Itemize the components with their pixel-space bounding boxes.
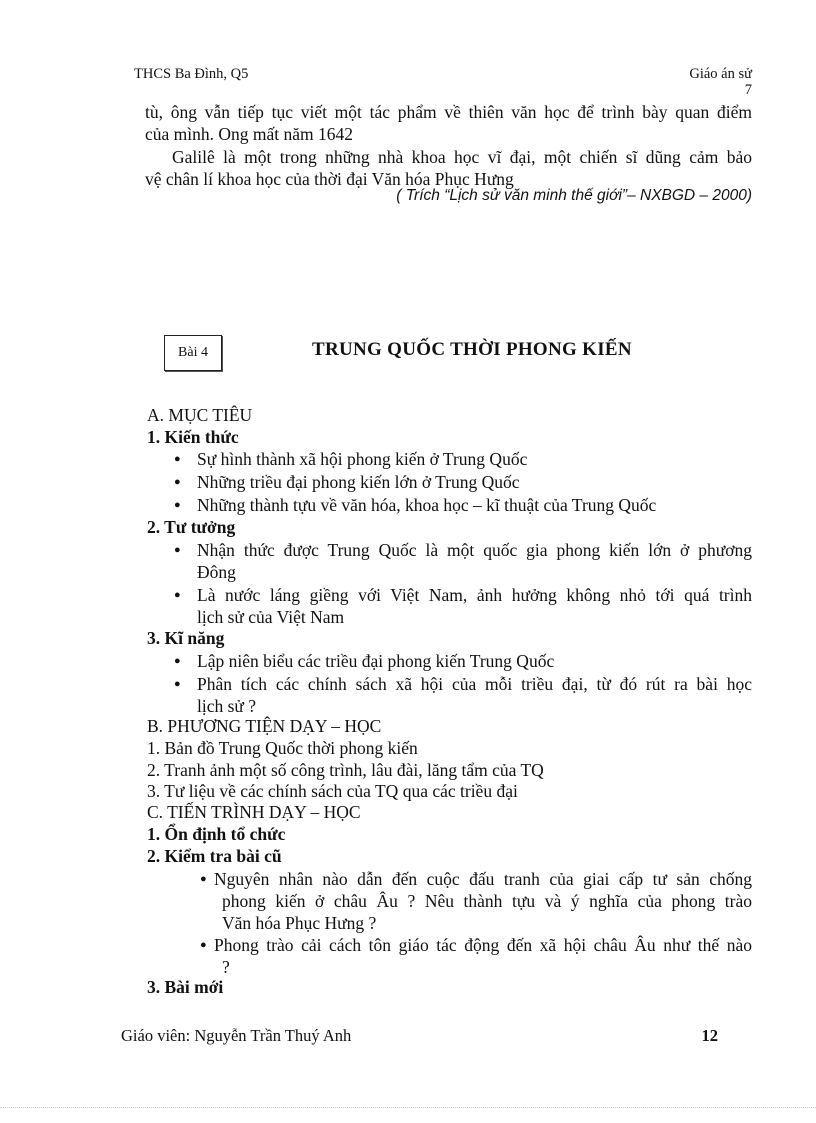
list-item: Phong trào cải cách tôn giáo tác động đến xã hội châu Âu như thế nào — [214, 935, 752, 955]
step-heading: 1. Ổn định tổ chức — [147, 824, 286, 844]
list-item: 1. Bản đồ Trung Quốc thời phong kiến — [147, 738, 418, 758]
bullet-icon: ● — [174, 544, 181, 556]
lesson-label-box — [164, 335, 222, 371]
list-item: Nhận thức được Trung Quốc là một quốc gia phong kiến lớn ở phương — [197, 540, 752, 560]
skill-heading: 3. Kĩ năng — [147, 628, 225, 648]
page-number: 12 — [701, 1026, 718, 1045]
lesson-label: Bài 4 — [178, 345, 208, 360]
bullet-icon: ● — [174, 476, 181, 488]
section-a-heading: A. MỤC TIÊU — [147, 405, 253, 425]
section-c-heading: C. TIẾN TRÌNH DẠY – HỌC — [147, 802, 361, 822]
list-item: Nguyên nhân nào dẫn đến cuộc đấu tranh của giai cấp tư sản chống — [214, 869, 752, 889]
bullet-icon: ● — [174, 678, 181, 690]
page-edge-divider — [0, 1107, 816, 1108]
list-item-continued: Văn hóa Phục Hưng ? — [222, 913, 377, 933]
list-item: Những thành tựu về văn hóa, khoa học – kĩ thuật của Trung Quốc — [197, 495, 657, 515]
list-item: Phân tích các chính sách xã hội của mỗi triều đại, từ đó rút ra bài học — [197, 674, 752, 694]
list-item-continued: lịch sử ? — [197, 696, 257, 716]
bullet-icon: ● — [174, 655, 181, 667]
footer-teacher: Giáo viên: Nguyễn Trần Thuý Anh — [121, 1026, 352, 1045]
bullet-icon: ● — [174, 499, 181, 511]
bullet-icon: ● — [174, 589, 181, 601]
list-item: 2. Tranh ảnh một số công trình, lâu đài, lăng tẩm của TQ — [147, 760, 544, 780]
list-item-continued: Đông — [197, 562, 236, 582]
list-item-continued: lịch sử của Việt Nam — [197, 607, 345, 627]
thought-heading: 2. Tư tưởng — [147, 517, 236, 537]
step-heading: 2. Kiểm tra bài cũ — [147, 846, 282, 866]
knowledge-heading: 1. Kiến thức — [147, 427, 239, 447]
header-subject: Giáo án sử — [689, 66, 752, 82]
intro-line: tù, ông vẫn tiếp tục viết một tác phẩm về thiên văn học để trình bày quan điểm — [145, 102, 752, 122]
list-item: 3. Tư liệu về các chính sách của TQ qua các triều đại — [147, 781, 518, 801]
step-heading: 3. Bài mới — [147, 977, 224, 997]
bullet-icon: ● — [200, 939, 207, 951]
header-school: THCS Ba Đình, Q5 — [134, 66, 249, 82]
list-item: Những triều đại phong kiến lớn ở Trung Quốc — [197, 472, 520, 492]
list-item: Lập niên biểu các triều đại phong kiến Trung Quốc — [197, 651, 555, 671]
list-item-continued: phong kiến ở châu Âu ? Nêu thành tựu và ý nghĩa của phong trào — [222, 891, 752, 911]
intro-line: của mình. Ong mất năm 1642 — [145, 124, 354, 144]
header-grade: 7 — [744, 82, 752, 98]
intro-line: vệ chân lí khoa học của thời đại Văn hóa Phục Hưng — [145, 169, 514, 189]
list-item: Là nước láng giềng với Việt Nam, ảnh hưởng không nhỏ tới quá trình — [197, 585, 752, 605]
lesson-title: TRUNG QUỐC THỜI PHONG KIẾN — [312, 339, 632, 360]
list-item-continued: ? — [222, 957, 230, 977]
section-b-heading: B. PHƯƠNG TIỆN DẠY – HỌC — [147, 716, 382, 736]
intro-line: Galilê là một trong những nhà khoa học vĩ đại, một chiến sĩ dũng cảm bảo — [172, 147, 752, 167]
bullet-icon: ● — [200, 873, 207, 885]
citation: ( Trích “Lịch sử văn minh thế giới”– NXBGD – 2000) — [396, 187, 752, 204]
bullet-icon: ● — [174, 453, 181, 465]
list-item: Sự hình thành xã hội phong kiến ở Trung Quốc — [197, 449, 528, 469]
